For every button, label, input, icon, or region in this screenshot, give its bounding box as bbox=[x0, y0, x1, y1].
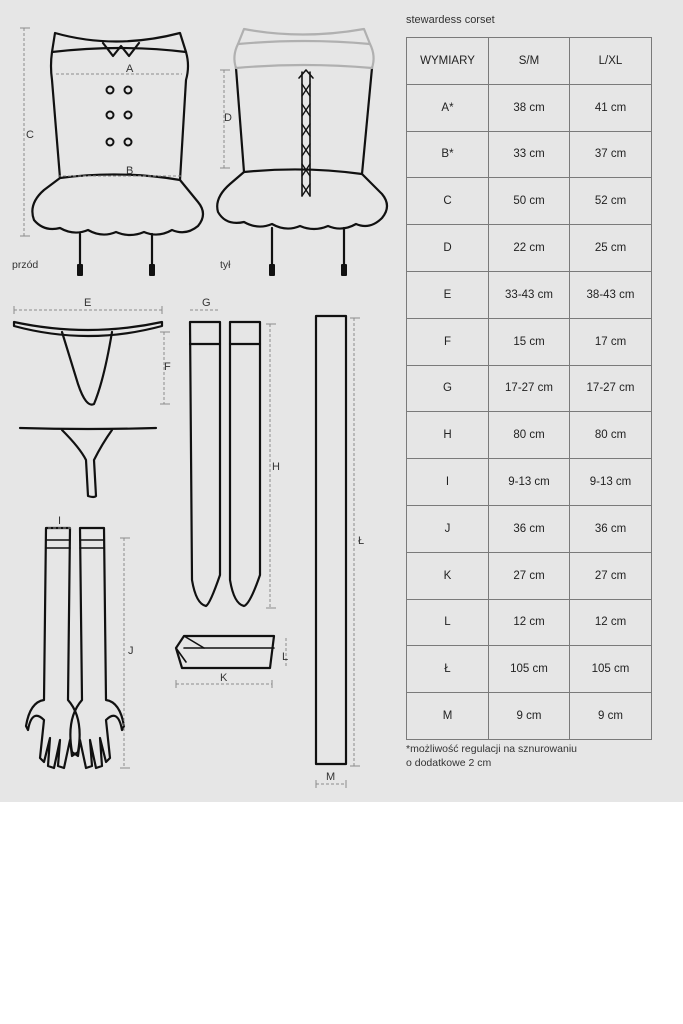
table-header-row bbox=[407, 38, 652, 85]
cell-dimension: M bbox=[407, 693, 489, 740]
cell-dimension: H bbox=[407, 412, 489, 459]
cell-lxl: 27 cm bbox=[570, 552, 652, 599]
cell-sm: 17-27 cm bbox=[489, 365, 570, 412]
cell-lxl: 17-27 cm bbox=[570, 365, 652, 412]
scarf bbox=[316, 316, 346, 764]
cell-sm: 38 cm bbox=[489, 84, 570, 131]
stewardess-cap bbox=[176, 636, 274, 668]
dim-label-l-stroke: Ł bbox=[358, 535, 365, 547]
cell-sm: 15 cm bbox=[489, 318, 570, 365]
cell-lxl: 25 cm bbox=[570, 225, 652, 272]
cell-sm: 9-13 cm bbox=[489, 459, 570, 506]
dim-label-g: G bbox=[202, 297, 211, 309]
header-wymiary: WYMIARY bbox=[407, 38, 489, 85]
cell-lxl: 9 cm bbox=[570, 693, 652, 740]
cell-lxl: 12 cm bbox=[570, 599, 652, 646]
table-row bbox=[407, 84, 652, 131]
cell-dimension: B* bbox=[407, 131, 489, 178]
cell-dimension: F bbox=[407, 318, 489, 365]
table-row bbox=[407, 318, 652, 365]
dim-label-m: M bbox=[326, 771, 336, 783]
size-table bbox=[406, 37, 652, 740]
dim-label-e: E bbox=[84, 297, 92, 309]
caption-front: przód bbox=[12, 259, 39, 271]
cell-sm: 36 cm bbox=[489, 505, 570, 552]
cell-sm: 80 cm bbox=[489, 412, 570, 459]
table-row bbox=[407, 505, 652, 552]
dim-label-l: L bbox=[282, 651, 289, 663]
thong-back bbox=[20, 428, 156, 497]
table-row bbox=[407, 365, 652, 412]
dim-label-k: K bbox=[220, 672, 228, 684]
cell-dimension: E bbox=[407, 271, 489, 318]
footnote-line-1: *możliwość regulacji na sznurowaniu bbox=[406, 743, 577, 755]
header-sm: S/M bbox=[489, 38, 570, 85]
dim-label-a: A bbox=[126, 63, 134, 75]
dim-label-d: D bbox=[224, 112, 232, 124]
cell-dimension: D bbox=[407, 225, 489, 272]
cell-sm: 105 cm bbox=[489, 646, 570, 693]
cell-dimension: J bbox=[407, 505, 489, 552]
table-row bbox=[407, 131, 652, 178]
table-row bbox=[407, 646, 652, 693]
thong-front bbox=[14, 322, 162, 405]
table-row bbox=[407, 225, 652, 272]
table-row bbox=[407, 599, 652, 646]
dim-label-b: B bbox=[126, 165, 134, 177]
gloves bbox=[26, 528, 124, 768]
cell-lxl: 105 cm bbox=[570, 646, 652, 693]
cell-sm: 50 cm bbox=[489, 178, 570, 225]
footnote-line-2: o dodatkowe 2 cm bbox=[406, 757, 492, 769]
table-row bbox=[407, 178, 652, 225]
cell-sm: 9 cm bbox=[489, 693, 570, 740]
cell-sm: 33-43 cm bbox=[489, 271, 570, 318]
footnote bbox=[406, 742, 577, 770]
cell-dimension: A* bbox=[407, 84, 489, 131]
cell-lxl: 17 cm bbox=[570, 318, 652, 365]
table-row bbox=[407, 459, 652, 506]
cell-dimension: C bbox=[407, 178, 489, 225]
cell-sm: 22 cm bbox=[489, 225, 570, 272]
header-lxl: L/XL bbox=[570, 38, 652, 85]
corset-front-buttons bbox=[107, 87, 132, 146]
dim-label-j: J bbox=[128, 645, 134, 657]
cell-lxl: 38-43 cm bbox=[570, 271, 652, 318]
cell-dimension: L bbox=[407, 599, 489, 646]
cell-sm: 27 cm bbox=[489, 552, 570, 599]
stockings bbox=[190, 322, 260, 606]
cell-dimension: Ł bbox=[407, 646, 489, 693]
table-row bbox=[407, 693, 652, 740]
product-title: stewardess corset bbox=[406, 14, 495, 26]
cell-dimension: G bbox=[407, 365, 489, 412]
corset-front bbox=[32, 33, 203, 268]
cell-dimension: I bbox=[407, 459, 489, 506]
dim-label-f: F bbox=[164, 361, 171, 373]
cell-lxl: 52 cm bbox=[570, 178, 652, 225]
cell-lxl: 37 cm bbox=[570, 131, 652, 178]
cell-lxl: 41 cm bbox=[570, 84, 652, 131]
caption-back: tył bbox=[220, 259, 231, 271]
cell-lxl: 80 cm bbox=[570, 412, 652, 459]
cell-dimension: K bbox=[407, 552, 489, 599]
table-row bbox=[407, 412, 652, 459]
dim-label-c: C bbox=[26, 129, 34, 141]
corset-back bbox=[217, 29, 387, 268]
cell-sm: 12 cm bbox=[489, 599, 570, 646]
dim-label-h: H bbox=[272, 461, 280, 473]
cell-lxl: 36 cm bbox=[570, 505, 652, 552]
dim-label-i: I bbox=[58, 515, 62, 527]
table-row bbox=[407, 271, 652, 318]
table-row bbox=[407, 552, 652, 599]
cell-sm: 33 cm bbox=[489, 131, 570, 178]
cell-lxl: 9-13 cm bbox=[570, 459, 652, 506]
